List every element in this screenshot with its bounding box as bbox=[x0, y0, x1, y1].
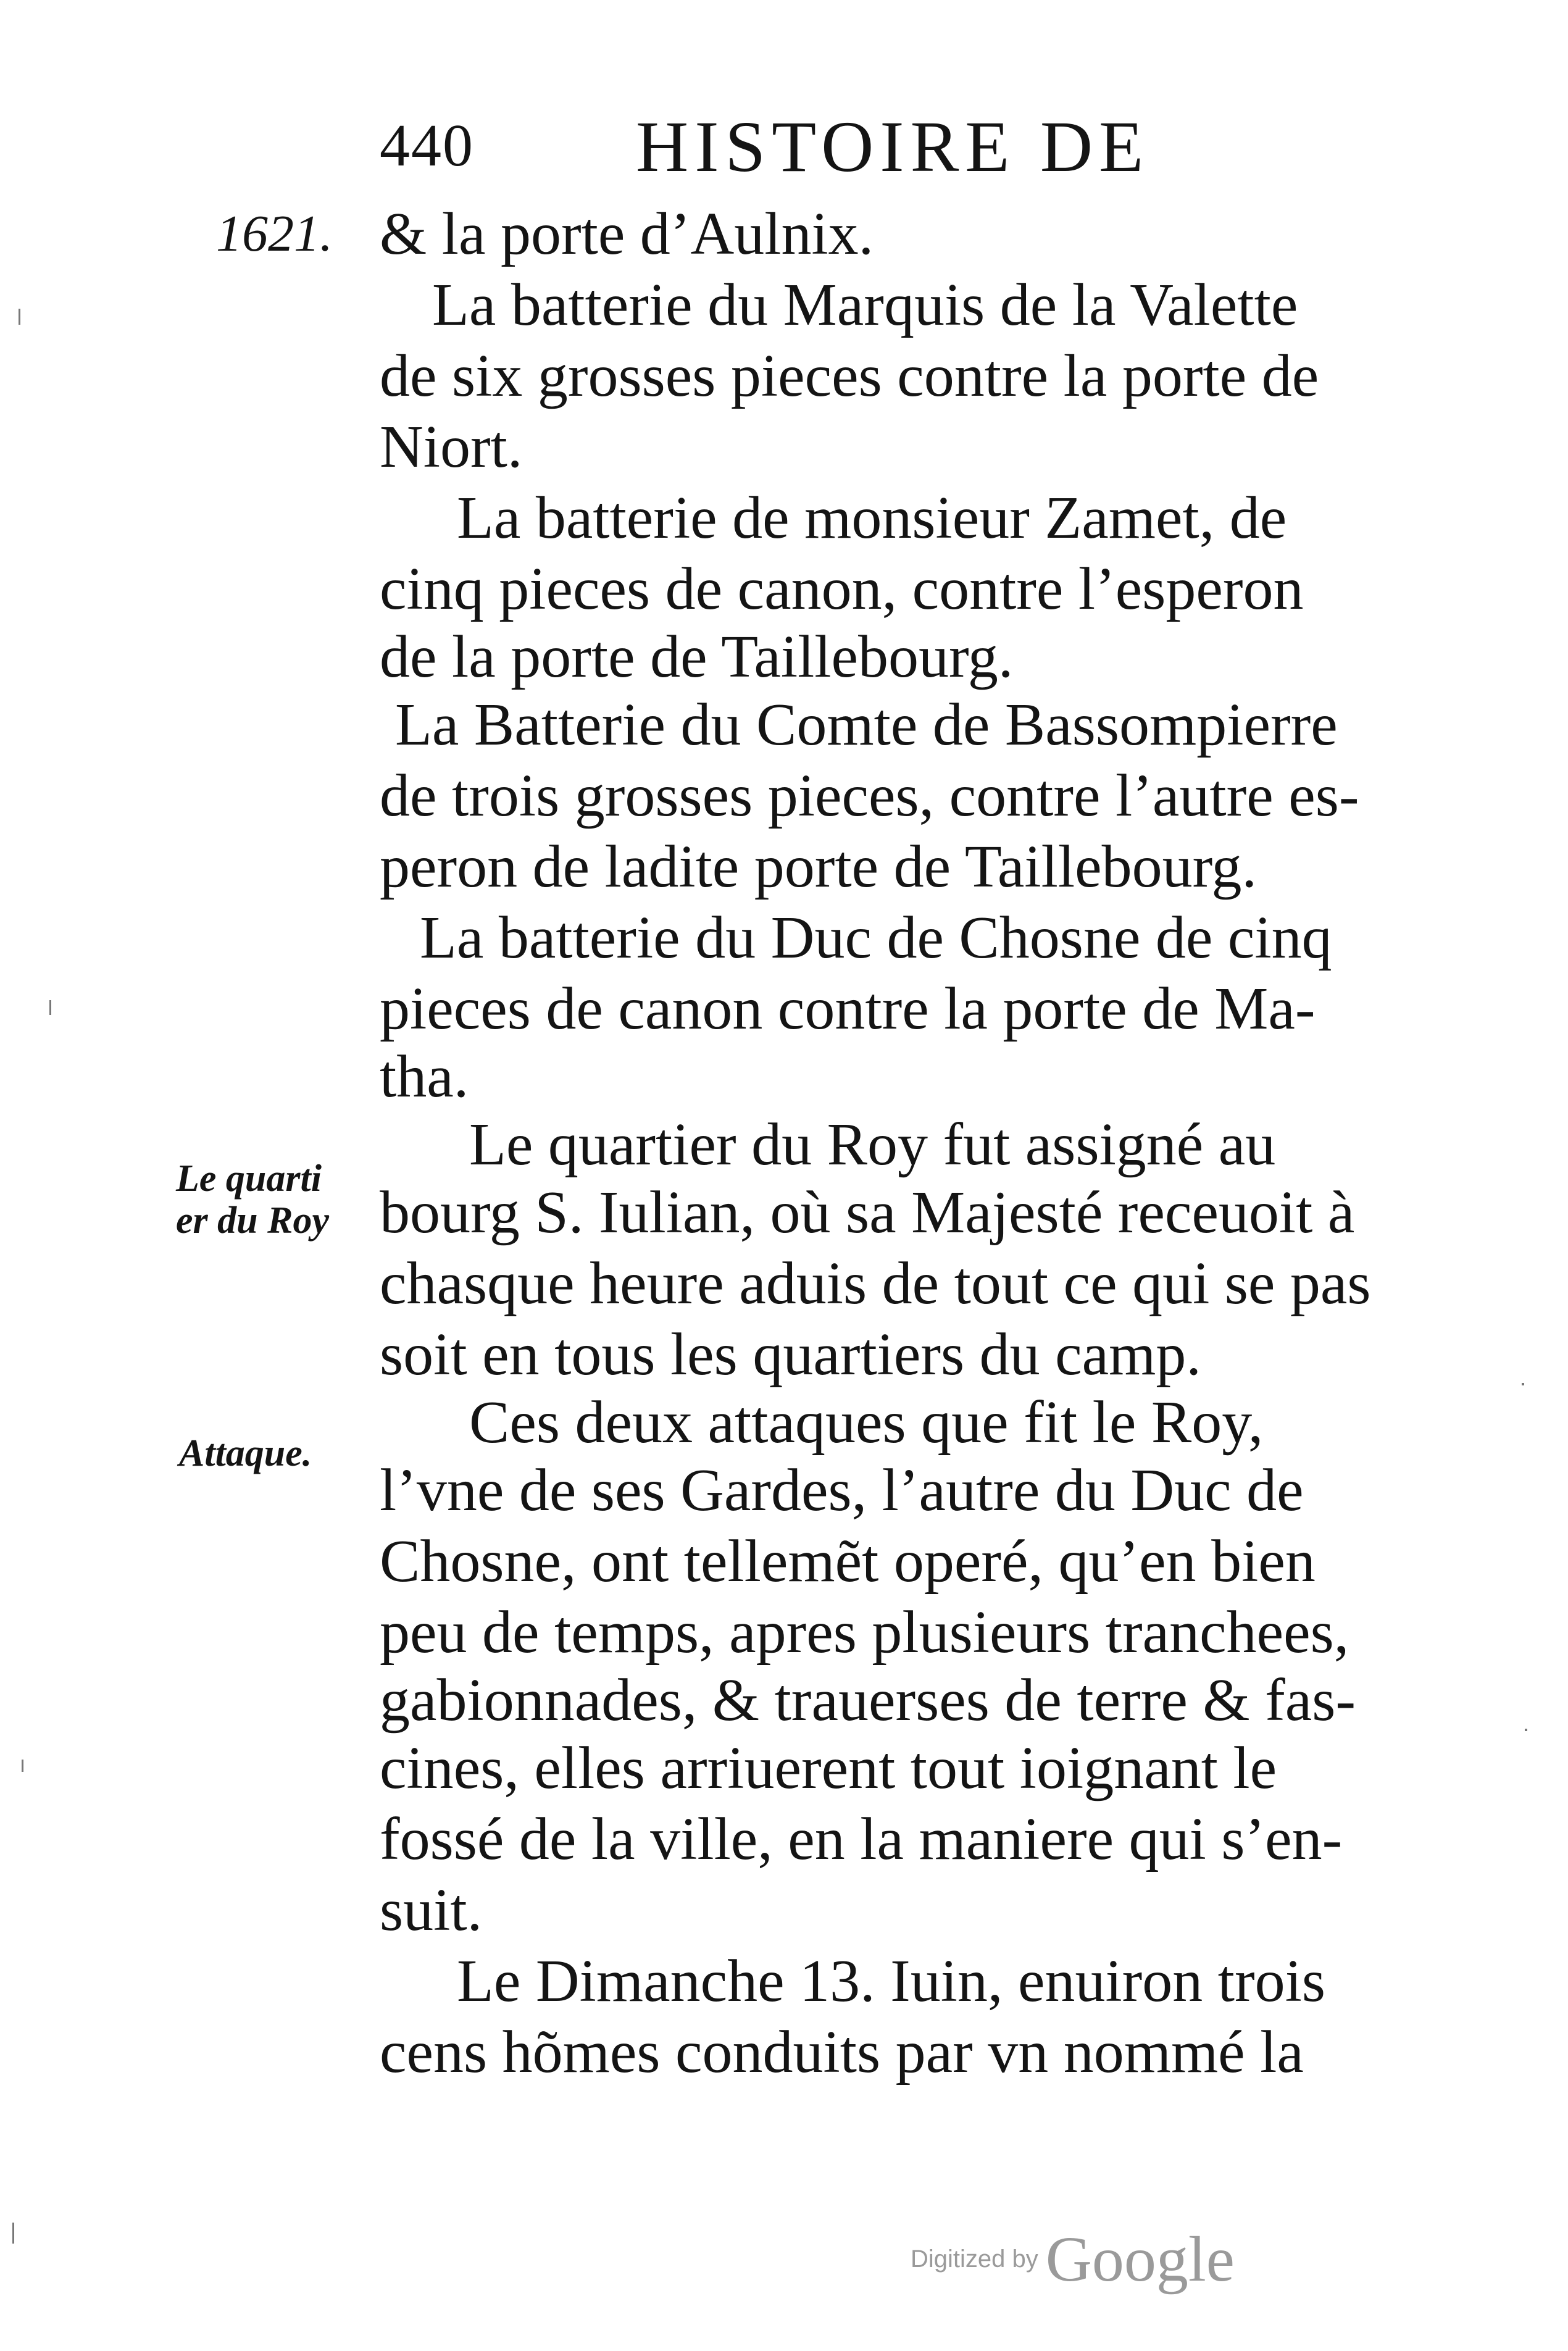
margin-note-quartier bbox=[176, 1158, 329, 1242]
text-line: suit. bbox=[380, 1877, 483, 1944]
text-line: La Batterie du Comte de Bassompierre bbox=[395, 691, 1338, 758]
scan-speck bbox=[49, 1000, 51, 1015]
text-line: peron de ladite porte de Taillebourg. bbox=[380, 833, 1257, 900]
text-line: Ces deux attaques que fit le Roy, bbox=[469, 1389, 1264, 1456]
margin-note-attaque: Attaque. bbox=[179, 1432, 312, 1474]
text-line: de trois grosses pieces, contre l’autre es- bbox=[380, 762, 1359, 829]
text-line: Chosne, ont tellemẽt operé, qu’en bien bbox=[380, 1528, 1316, 1595]
text-line: Niort. bbox=[380, 414, 523, 480]
text-line: fossé de la ville, en la maniere qui s’en- bbox=[380, 1806, 1343, 1873]
text-line: Le quartier du Roy fut assigné au bbox=[469, 1111, 1276, 1178]
google-wordmark: Google bbox=[1045, 2224, 1235, 2295]
page-number: 440 bbox=[380, 112, 474, 179]
text-line: cinq pieces de canon, contre l’esperon bbox=[380, 556, 1304, 622]
digitized-by-watermark bbox=[911, 2223, 1235, 2296]
text-line: La batterie du Duc de Chosne de cinq bbox=[420, 904, 1332, 971]
text-line: chasque heure aduis de tout ce qui se pas bbox=[380, 1250, 1371, 1317]
scan-speck bbox=[1525, 1729, 1527, 1731]
text-line: bourg S. Iulian, où sa Majesté receuoit à bbox=[380, 1179, 1355, 1246]
text-line: pieces de canon contre la porte de Ma- bbox=[380, 975, 1316, 1042]
text-line: gabionnades, & trauerses de terre & fas- bbox=[380, 1667, 1356, 1734]
text-line: soit en tous les quartiers du camp. bbox=[380, 1321, 1201, 1388]
running-head: HISTOIRE DE bbox=[636, 106, 1150, 187]
digitized-by-label: Digitized by bbox=[911, 2245, 1038, 2273]
scan-speck bbox=[1522, 1383, 1524, 1385]
text-line: tha. bbox=[380, 1043, 469, 1110]
margin-note-line: Le quarti bbox=[176, 1158, 322, 1200]
text-line: La batterie du Marquis de la Valette bbox=[432, 272, 1298, 338]
margin-note-line: er du Roy bbox=[176, 1200, 329, 1242]
text-line: l’vne de ses Gardes, l’autre du Duc de bbox=[380, 1457, 1304, 1524]
text-line: La batterie de monsieur Zamet, de bbox=[457, 485, 1287, 551]
text-line: cines, elles arriuerent tout ioignant le bbox=[380, 1735, 1277, 1802]
text-line: & la porte d’Aulnix. bbox=[380, 201, 874, 267]
text-line: peu de temps, apres plusieurs tranchees, bbox=[380, 1599, 1349, 1666]
text-line: de six grosses pieces contre la porte de bbox=[380, 343, 1319, 409]
scan-speck bbox=[12, 2223, 14, 2244]
text-line: Le Dimanche 13. Iuin, enuiron trois bbox=[457, 1948, 1326, 2015]
scan-speck bbox=[19, 309, 20, 325]
text-line: de la porte de Taillebourg. bbox=[380, 624, 1014, 690]
text-line: cens hõmes conduits par vn nommé la bbox=[380, 2019, 1304, 2086]
scan-speck bbox=[22, 1760, 23, 1772]
marginal-year: 1621. bbox=[216, 205, 333, 262]
